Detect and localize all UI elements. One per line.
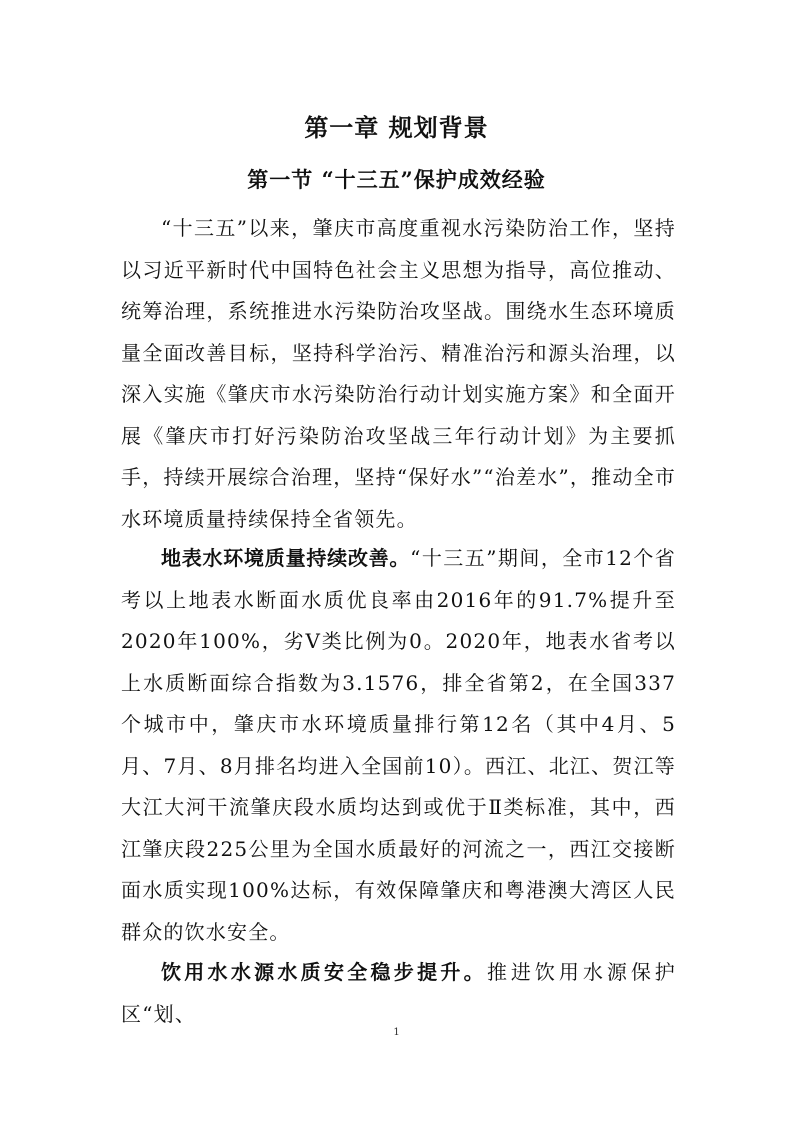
page-number: 1 bbox=[393, 1027, 400, 1038]
paragraph-intro bbox=[121, 208, 676, 540]
section-title: 第一节 “十三五”保护成效经验 bbox=[247, 167, 546, 192]
paragraph-drinking-water bbox=[121, 952, 676, 1035]
paragraph-text: “十三五”以来，肇庆市高度重视水污染防治工作，坚持以习近平新时代中国特色社会主义思想为指导，高位推动、统筹治理，系统推进水污染防治攻坚战。围绕水生态环境质量全面改善目标，坚持科学治污、精准治污和源头治理，以深入实施《肇庆市水污染防治行动计划实施方案》和全面开展《肇庆市打好污染防治攻坚战三年行动计划》为主要抓手，持续开展综合治理，坚持“保好水”“治差水”，推动全市水环境质量持续保持全省领先。 bbox=[121, 216, 676, 531]
paragraph-text: 推进饮用水源保护区“划、 bbox=[121, 960, 677, 1026]
paragraph-lead: 地表水环境质量持续改善。 bbox=[161, 546, 411, 570]
paragraph-surface-water bbox=[121, 538, 676, 953]
paragraph-text: “十三五”期间，全市12个省考以上地表水断面水质优良率由2016年的91.7%提升至2020年100%，劣Ⅴ类比例为0。2020年，地表水省考以上水质断面综合指数为3.1576，排全省第2，在全国337个城市中，肇庆市水环境质量排行第12名（其中4月、5月、7月、8月排名均进入全国前10）。西江、北江、贺江等大江大河干流肇庆段水质均达到或优于Ⅱ类标准，其中，西江肇庆段225公里为全国水质最好的河流之一，西江交接断面水质实现100%达标，有效保障肇庆和粤港澳大湾区人民群众的饮水安全。 bbox=[121, 546, 677, 944]
paragraph-lead: 饮用水水源水质安全稳步提升。 bbox=[161, 960, 487, 984]
chapter-title: 第一章 规划背景 bbox=[304, 114, 489, 142]
